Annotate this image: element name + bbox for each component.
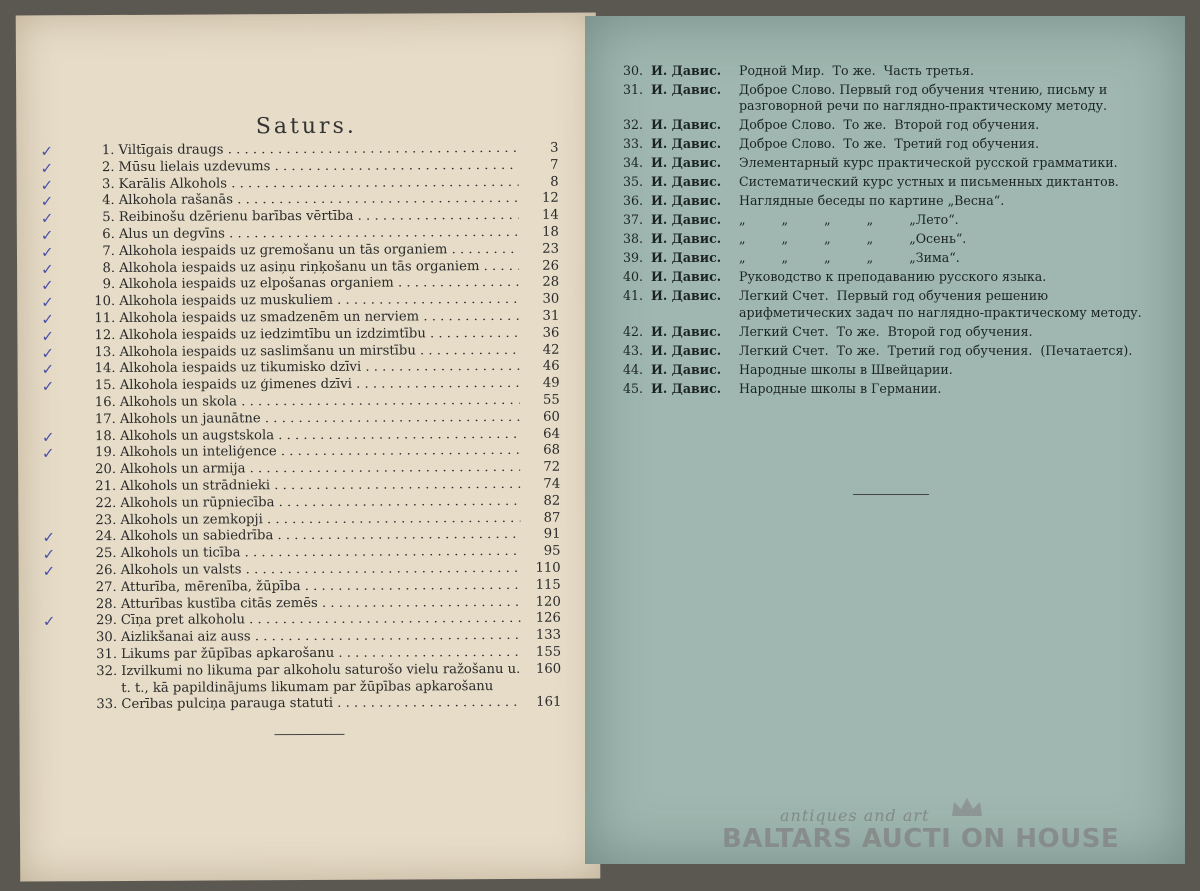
toc-entry-page: 42	[542, 342, 560, 358]
book-entry	[613, 381, 1143, 397]
toc-entry-number: 21.	[95, 478, 117, 495]
handwritten-check-icon: ✓	[40, 175, 54, 194]
book-entry-author: И. Давис.	[651, 82, 722, 97]
book-entry-author: И. Давис.	[651, 155, 722, 171]
handwritten-check-icon: ✓	[41, 259, 54, 278]
handwritten-check-icon: ✓	[40, 209, 54, 228]
right-page	[585, 16, 1185, 864]
book-entry	[613, 193, 1143, 209]
toc-entry-number: 24.	[95, 529, 117, 545]
toc-entry-number: 18.	[94, 428, 116, 444]
book-entry	[613, 250, 1143, 266]
toc-entry-number: 5.	[102, 210, 115, 226]
toc-entry-number: 3.	[101, 176, 115, 192]
book-entry-number: 41.	[622, 288, 643, 304]
toc-entry-number: 7.	[102, 243, 116, 259]
toc-entry-page: 3	[550, 140, 559, 156]
toc-entry-title: Reibinošu dzērienu barības vērtība . . .	[119, 208, 519, 227]
toc-entry-title: Alkohols un sabiedrība . . .	[120, 527, 520, 546]
handwritten-check-icon: ✓	[41, 293, 54, 312]
toc-entry-title: Alkohola iespaids uz asiņu riņķošanu un tās organiem . . .	[119, 258, 519, 277]
toc-entry-page: 36	[542, 325, 560, 341]
toc-entry-number: 17.	[94, 411, 116, 427]
handwritten-check-icon: ✓	[41, 377, 55, 396]
toc-entry-title: Atturība, mērenība, žūpība . . .	[121, 578, 521, 597]
book-entry-author: И. Давис.	[651, 250, 722, 266]
toc-entry-page: 26	[542, 258, 560, 274]
handwritten-check-icon: ✓	[42, 612, 56, 631]
toc-entry-title: Alkohols un inteliģence . . .	[120, 443, 520, 462]
book-entry	[613, 82, 1143, 115]
book-entry-number: 33.	[622, 136, 643, 152]
toc-entry-title: Alkohola iespaids uz elpošanas organiem . . .	[119, 275, 519, 294]
toc-entry-title: Alkohola iespaids uz iedzimtību un izdzimtību . . .	[119, 326, 519, 345]
book-entry-title: Народные школы в Германии.	[739, 380, 942, 396]
toc-entry-page: 95	[543, 543, 561, 559]
end-rule	[275, 734, 345, 735]
toc-entry-title: Alkohols un strādnieki . . .	[120, 477, 520, 496]
book-entry-title: Элементарный курс практической русской грамматики.	[739, 155, 1118, 171]
toc-entry-number: 27.	[95, 579, 117, 595]
toc-entry-number: 8.	[102, 260, 116, 276]
toc-entry-title: Alkohols un zemkopji . . .	[120, 510, 520, 529]
book-entry	[613, 269, 1143, 285]
toc-entry-page: 12	[541, 191, 559, 207]
toc-entry-number: 4.	[102, 193, 115, 209]
toc-entry-page: 28	[542, 275, 560, 291]
toc-entry-number: 6.	[102, 226, 115, 243]
book-entry-number: 34.	[622, 155, 643, 171]
toc-entry-page: 133	[535, 627, 562, 643]
handwritten-check-icon: ✓	[41, 310, 54, 329]
toc-entry-page: 74	[543, 476, 561, 492]
book-entry-title: Систематический курс устных и письменных диктантов.	[739, 174, 1119, 190]
toc-entry-title: Alkohola iespaids uz muskuliem . . .	[119, 292, 519, 311]
toc-entry-number: 23.	[95, 512, 117, 528]
book-entry	[613, 174, 1143, 190]
book-entry-title: Доброе Слово. То же. Второй год обучения.	[739, 117, 1040, 133]
toc-entry-title: Mūsu lielais uzdevums . . .	[118, 158, 518, 177]
book-entry-author: И. Давис.	[651, 136, 722, 152]
toc-entry-number: 16.	[94, 394, 116, 411]
toc-entry-page: 55	[542, 392, 560, 408]
toc-entry-number: 20.	[95, 462, 117, 478]
handwritten-check-icon: ✓	[40, 192, 54, 211]
toc-entry-number: 1.	[101, 143, 115, 159]
table-of-contents	[40, 140, 562, 715]
end-rule	[853, 494, 929, 495]
book-entry-author: И. Давис.	[651, 288, 722, 304]
book-entry-number: 43.	[622, 342, 643, 358]
toc-entry-number: 29.	[95, 613, 117, 629]
book-entry-number: 42.	[622, 323, 643, 339]
toc-entry-page: 115	[535, 577, 561, 593]
book-entry	[613, 324, 1143, 340]
toc-entry-page: 126	[535, 610, 561, 627]
book-entry	[613, 362, 1143, 378]
book-entry-number: 44.	[622, 361, 643, 377]
book-entry-title: Легкий Счет. То же. Второй год обучения.	[739, 323, 1033, 339]
book-entry-number: 37.	[622, 212, 643, 228]
book-list	[613, 63, 1143, 400]
book-entry-number: 39.	[622, 250, 643, 266]
toc-entry-page: 110	[535, 560, 561, 576]
toc-entry-page: 68	[543, 443, 561, 459]
toc-entry-number: 15.	[94, 378, 116, 394]
handwritten-check-icon: ✓	[42, 562, 56, 581]
book-entry-number: 45.	[622, 380, 643, 396]
book-entry-number: 40.	[622, 269, 643, 285]
toc-entry-title: Alkohola iespaids uz tikumisko dzīvi . . .	[120, 359, 520, 378]
book-entry-author: И. Давис.	[651, 212, 722, 228]
book-entry	[613, 63, 1143, 79]
book-entry-title: „ „ „ „ „Осень“.	[739, 231, 967, 247]
book-entry-author: И. Давис.	[651, 342, 722, 358]
toc-entry-number: 11.	[94, 310, 116, 327]
toc-entry-title: Alus un degvīns . . .	[119, 225, 519, 244]
book-entry	[613, 212, 1143, 228]
toc-entry-number: 25.	[95, 546, 117, 562]
toc-entry-title: Atturības kustība citās zemēs . . .	[121, 594, 521, 613]
book-entry	[613, 136, 1143, 152]
toc-entry-title: Viltīgais draugs . . .	[118, 141, 518, 160]
book-entry-title: Легкий Счет. Первый год обучения решению арифметических задач по наглядно-практическому методу.	[739, 288, 1142, 320]
toc-entry-title: Alkohola iespaids uz saslimšanu un mirstību . . .	[119, 342, 519, 361]
watermark-brand: BALTARS AUCTI ON HOUSE	[722, 824, 1120, 854]
book-entry-number: 35.	[622, 174, 643, 190]
handwritten-check-icon: ✓	[41, 343, 55, 362]
book-entry	[613, 288, 1143, 321]
toc-entry-page: 31	[542, 308, 560, 324]
book-entry-number: 38.	[622, 231, 643, 247]
book-entry-title: Легкий Счет. То же. Третий год обучения. (Печатается).	[739, 342, 1133, 358]
toc-entry-title: Alkohols un valsts . . .	[121, 561, 521, 580]
book-entry-author: И. Давис.	[651, 193, 722, 209]
toc-entry-title: Izvilkumi no likuma par alkoholu saturošo vielu ražošanu u. t. t., kā papildinājums likumam par žūpības apkarošanu	[121, 661, 521, 696]
toc-entry-number: 28.	[95, 596, 117, 612]
toc-entry-page: 46	[542, 359, 560, 375]
toc-entry-page: 161	[536, 694, 562, 711]
toc-entry-title: Alkohola iespaids uz ģimenes dzīvi . . .	[120, 376, 520, 395]
toc-entry-title: Alkohols un ticība . . .	[121, 544, 521, 563]
toc-entry-number: 22.	[95, 495, 117, 511]
toc-entry-title: Alkohola rašanās . . .	[119, 191, 519, 210]
book-entry-author: И. Давис.	[651, 269, 722, 285]
toc-entry-title: Alkohola iespaids uz gremošanu un tās organiem . . .	[119, 242, 519, 261]
toc-entry-number: 31.	[96, 646, 118, 663]
toc-entry-title: Alkohols un skola . . .	[120, 393, 520, 412]
handwritten-check-icon: ✓	[41, 360, 55, 379]
handwritten-check-icon: ✓	[42, 545, 56, 564]
toc-entry-number: 26.	[95, 562, 117, 579]
contents-title: Saturs.	[255, 113, 357, 140]
toc-entry-page: 87	[543, 510, 561, 526]
watermark-tagline: antiques and art	[780, 806, 930, 825]
book-entry	[613, 117, 1143, 133]
book-entry-number: 30.	[622, 63, 643, 78]
toc-entry-page: 8	[550, 174, 559, 190]
toc-entry-page: 18	[542, 224, 559, 240]
book-entry	[613, 231, 1143, 247]
book-entry-title: Родной Мир. То же. Часть третья.	[739, 63, 974, 78]
handwritten-check-icon: ✓	[40, 142, 54, 161]
handwritten-check-icon: ✓	[42, 528, 56, 547]
toc-entry-page: 30	[542, 291, 560, 307]
handwritten-check-icon: ✓	[41, 427, 55, 446]
toc-entry-number: 13.	[94, 344, 116, 360]
book-entry-title: „ „ „ „ „Зима“.	[739, 250, 960, 266]
book-entry	[613, 155, 1143, 171]
handwritten-check-icon: ✓	[41, 276, 54, 295]
toc-entry-page: 155	[535, 644, 562, 660]
toc-entry-number: 33.	[96, 697, 118, 713]
book-entry-title: Народные школы в Швейцарии.	[739, 361, 953, 377]
book-entry-author: И. Давис.	[651, 323, 722, 339]
book-entry-title: Доброе Слово. То же. Третий год обучения.	[739, 136, 1040, 152]
book-entry-author: И. Давис.	[651, 380, 722, 396]
book-entry-author: И. Давис.	[651, 174, 722, 190]
toc-entry-page: 160	[535, 661, 562, 677]
toc-entry-number: 14.	[94, 361, 116, 377]
book-entry-number: 32.	[622, 117, 643, 133]
toc-entry-page: 72	[543, 459, 561, 475]
book-entry-title: Наглядные беседы по картине „Весна“.	[739, 193, 1005, 209]
handwritten-check-icon: ✓	[40, 243, 54, 262]
book-entry-title: „ „ „ „ „Лето“.	[739, 212, 959, 228]
toc-entry	[81, 695, 561, 714]
left-page	[16, 12, 601, 881]
toc-entry-page: 14	[541, 207, 559, 223]
toc-entry-number: 10.	[94, 294, 116, 310]
toc-entry-title: Cerības pulciņa parauga statuti . . .	[121, 695, 521, 714]
book-entry-title: Руководство к преподаванию русского языка.	[739, 269, 1047, 285]
crown-icon	[950, 796, 984, 818]
toc-entry-page: 60	[543, 409, 560, 425]
toc-entry-page: 7	[550, 157, 559, 173]
toc-entry-title: Cīņa pret alkoholu . . .	[121, 611, 521, 630]
toc-entry-title: Alkohols un augstskola . . .	[120, 426, 520, 445]
toc-entry-title: Alkohols un rūpniecība . . .	[120, 494, 520, 513]
handwritten-check-icon: ✓	[40, 159, 54, 178]
handwritten-check-icon: ✓	[41, 444, 55, 463]
book-entry-author: И. Давис.	[651, 231, 722, 247]
toc-entry-page: 49	[542, 375, 560, 391]
toc-entry-page: 23	[542, 241, 560, 257]
book-entry-number: 31.	[622, 82, 643, 97]
book-entry-title: Доброе Слово. Первый год обучения чтению, письму и разговорной речи по наглядно-практическому методу.	[739, 82, 1112, 114]
book-entry-author: И. Давис.	[651, 361, 722, 377]
toc-entry-number: 2.	[101, 159, 115, 175]
toc-entry-number: 30.	[95, 630, 118, 646]
toc-entry-title: Karālis Alkohols . . .	[119, 174, 519, 193]
book-entry-author: И. Давис.	[651, 117, 722, 133]
toc-entry-page: 120	[535, 594, 561, 610]
book-entry-author: И. Давис.	[651, 63, 722, 78]
toc-entry-title: Alkohols un armija . . .	[120, 460, 520, 479]
toc-entry-number: 12.	[94, 327, 116, 343]
toc-entry-number: 9.	[102, 277, 116, 293]
handwritten-check-icon: ✓	[40, 226, 54, 245]
toc-entry-title: Likums par žūpības apkarošanu . . .	[121, 645, 521, 664]
toc-entry-title: Alkohola iespaids uz smadzenēm un nerviem . . .	[119, 309, 519, 328]
book-entry-number: 36.	[622, 193, 643, 209]
toc-entry-title: Alkohols un jaunātne . . .	[120, 410, 520, 429]
toc-entry-number: 19.	[95, 445, 117, 461]
toc-entry-page: 64	[543, 426, 560, 442]
toc-entry-page: 91	[543, 527, 561, 543]
handwritten-check-icon: ✓	[41, 327, 55, 346]
toc-entry-title: Aizlikšanai aiz auss . . .	[121, 628, 521, 647]
book-entry	[613, 343, 1143, 359]
toc-entry	[81, 661, 561, 697]
toc-entry-number: 32.	[96, 663, 118, 679]
toc-entry-page: 82	[543, 493, 561, 509]
